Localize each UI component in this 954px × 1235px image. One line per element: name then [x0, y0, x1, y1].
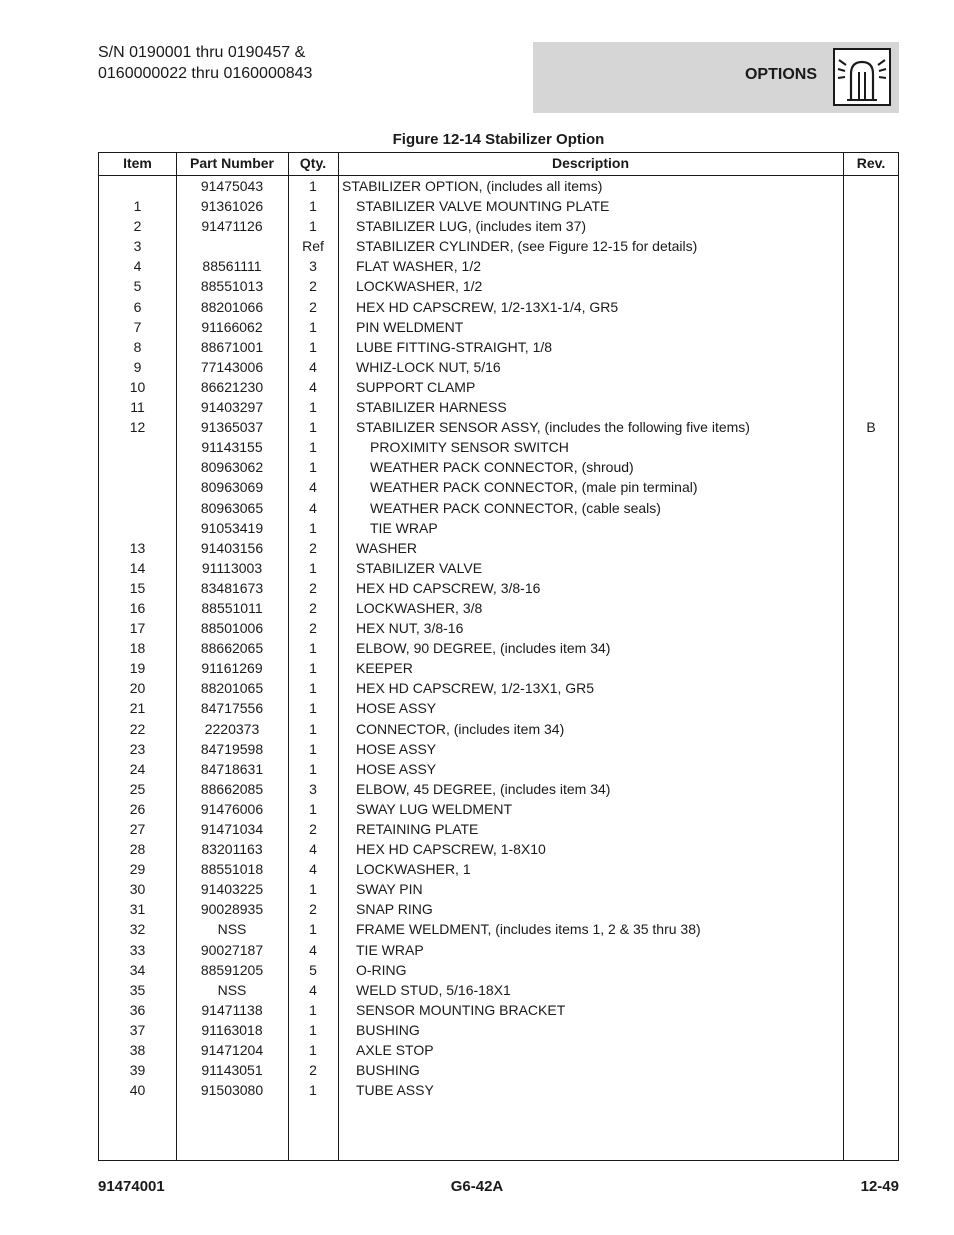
cell-qty: 4 — [309, 378, 317, 395]
cell-qty: 1 — [309, 218, 317, 235]
cell-part-number: 86621230 — [200, 378, 264, 395]
cell-description: STABILIZER SENSOR ASSY, (includes the following five items) — [356, 419, 750, 436]
cell-part-number: 80963065 — [200, 499, 264, 516]
cell-part-number: 91403297 — [200, 399, 264, 416]
cell-item: 31 — [129, 901, 146, 918]
cell-item: 3 — [133, 238, 142, 255]
cell-part-number: 91403156 — [200, 539, 264, 556]
cell-qty: 2 — [309, 1062, 317, 1079]
cell-description: LUBE FITTING-STRAIGHT, 1/8 — [356, 338, 553, 355]
cell-description: WEATHER PACK CONNECTOR, (shroud) — [370, 459, 634, 476]
table-row — [99, 1060, 898, 1080]
serial-number-range — [98, 42, 312, 84]
cell-qty: 2 — [309, 901, 317, 918]
cell-item: 37 — [129, 1021, 146, 1038]
cell-qty: 1 — [309, 178, 317, 194]
cell-description: CONNECTOR, (includes item 34) — [356, 720, 565, 737]
table-row — [99, 719, 898, 739]
cell-description: HOSE ASSY — [356, 700, 437, 717]
cell-part-number: 91163018 — [201, 1021, 263, 1038]
cell-description: LOCKWASHER, 3/8 — [356, 599, 483, 616]
table-row — [99, 578, 898, 598]
cell-item: 19 — [129, 660, 146, 677]
cell-part-number: 91503080 — [200, 1082, 264, 1099]
cell-description: BUSHING — [356, 1021, 420, 1038]
table-row — [99, 879, 898, 899]
table-row — [99, 1040, 898, 1060]
cell-item: 13 — [129, 539, 146, 556]
table-row — [99, 678, 898, 698]
cell-qty: 2 — [309, 599, 317, 616]
cell-qty: 3 — [309, 258, 317, 275]
table-row — [99, 337, 898, 357]
cell-part-number: 91053419 — [200, 519, 264, 536]
cell-qty: 1 — [309, 1042, 317, 1059]
cell-part-number: 90028935 — [200, 901, 264, 918]
cell-qty: 1 — [309, 760, 317, 777]
cell-item: 16 — [129, 599, 146, 616]
table-row — [99, 960, 898, 980]
cell-description: HEX NUT, 3/8-16 — [356, 620, 464, 637]
table-row — [99, 377, 898, 397]
cell-item: 34 — [129, 961, 146, 978]
cell-description: STABILIZER VALVE MOUNTING PLATE — [356, 198, 610, 215]
cell-qty: 5 — [309, 961, 317, 978]
table-row — [99, 558, 898, 578]
cell-item: 1 — [133, 198, 142, 215]
table-row — [99, 397, 898, 417]
table-row — [99, 1020, 898, 1040]
header-part-number: Part Number — [189, 155, 275, 171]
cell-part-number: 91161269 — [201, 660, 263, 677]
cell-part-number: 88201065 — [200, 680, 264, 697]
cell-qty: 1 — [309, 519, 317, 536]
cell-item: 6 — [133, 298, 142, 315]
cell-description: HEX HD CAPSCREW, 3/8-16 — [356, 579, 541, 596]
cell-item: 24 — [129, 760, 146, 777]
cell-part-number: 88662085 — [200, 780, 264, 797]
table-row — [99, 658, 898, 678]
cell-description: WHIZ-LOCK NUT, 5/16 — [356, 358, 501, 375]
cell-item: 20 — [129, 680, 146, 697]
cell-item: 17 — [129, 620, 146, 637]
table-row — [99, 638, 898, 658]
cell-description: WEATHER PACK CONNECTOR, (cable seals) — [370, 499, 661, 516]
table-row — [99, 417, 898, 437]
cell-description: BUSHING — [356, 1062, 420, 1079]
cell-part-number: 83201163 — [201, 841, 263, 858]
cell-description: STABILIZER CYLINDER, (see Figure 12-15 for details) — [356, 238, 698, 255]
cell-qty: 1 — [309, 1001, 317, 1018]
cell-item: 21 — [129, 700, 146, 717]
cell-item: 36 — [129, 1001, 146, 1018]
cell-item: 23 — [129, 740, 146, 757]
table-row — [99, 618, 898, 638]
cell-part-number: 88551018 — [200, 861, 264, 878]
cell-description: RETAINING PLATE — [356, 821, 479, 837]
cell-qty: 1 — [309, 680, 317, 697]
cell-description: FLAT WASHER, 1/2 — [356, 258, 481, 275]
figure-title: Figure 12-14 Stabilizer Option — [392, 131, 605, 148]
cell-part-number: 84718631 — [200, 760, 264, 777]
cell-item: 14 — [129, 559, 146, 576]
cell-part-number: 84717556 — [200, 700, 264, 717]
cell-description: PIN WELDMENT — [356, 318, 464, 335]
cell-part-number: 88561111 — [202, 258, 262, 275]
cell-qty: 2 — [309, 298, 317, 315]
cell-part-number: 91143051 — [201, 1062, 263, 1079]
cell-part-number: 88591205 — [200, 961, 264, 978]
cell-item: 40 — [129, 1082, 146, 1099]
cell-description: SWAY LUG WELDMENT — [356, 800, 513, 817]
cell-qty: 4 — [309, 499, 317, 516]
cell-qty: 1 — [309, 800, 317, 817]
cell-description: ELBOW, 90 DEGREE, (includes item 34) — [356, 640, 611, 657]
table-body — [99, 176, 898, 1100]
cell-part-number: 91143155 — [201, 439, 263, 456]
cell-item: 33 — [129, 941, 146, 958]
cell-part-number: 80963069 — [200, 479, 264, 496]
footer-page-number: 12-49 — [860, 1178, 899, 1195]
cell-item: 8 — [133, 338, 142, 355]
cell-part-number: 91475043 — [200, 178, 264, 194]
cell-part-number: 91471204 — [200, 1042, 264, 1059]
cell-description: FRAME WELDMENT, (includes items 1, 2 & 35 thru 38) — [356, 921, 701, 938]
table-row — [99, 940, 898, 960]
cell-item: 27 — [129, 821, 146, 837]
table-row — [99, 518, 898, 538]
cell-item: 30 — [129, 881, 146, 898]
cell-part-number: 83481673 — [200, 579, 264, 596]
cell-part-number: 91113003 — [201, 559, 263, 576]
cell-part-number: NSS — [217, 981, 247, 998]
cell-part-number: 91403225 — [200, 881, 264, 898]
cell-item: 35 — [129, 981, 146, 998]
cell-qty: 1 — [309, 419, 317, 436]
header-rev: Rev. — [856, 155, 886, 171]
footer-model: G6-42A — [450, 1178, 504, 1195]
table-row — [99, 779, 898, 799]
cell-item: 5 — [133, 278, 142, 295]
serial-line-2: 0160000022 thru 0160000843 — [98, 65, 313, 82]
cell-description: AXLE STOP — [356, 1042, 434, 1059]
cell-part-number: NSS — [217, 921, 247, 938]
cell-part-number: 91471126 — [201, 218, 263, 235]
cell-qty: 1 — [309, 1082, 317, 1099]
table-row — [99, 437, 898, 457]
table-row — [99, 739, 898, 759]
cell-qty: 1 — [309, 318, 317, 335]
cell-description: STABILIZER VALVE — [356, 559, 483, 576]
table-row — [99, 1080, 898, 1100]
table-row — [99, 176, 898, 196]
header-item: Item — [123, 155, 152, 171]
table-row — [99, 457, 898, 477]
cell-description: SNAP RING — [356, 901, 433, 918]
table-row — [99, 1000, 898, 1020]
cell-qty: 1 — [309, 459, 317, 476]
cell-part-number: 88671001 — [200, 338, 264, 355]
cell-item: 9 — [133, 358, 142, 375]
table-row — [99, 819, 898, 839]
table-row — [99, 799, 898, 819]
cell-part-number: 88551011 — [201, 599, 263, 616]
table-header — [99, 153, 898, 176]
cell-description: HEX HD CAPSCREW, 1/2-13X1-1/4, GR5 — [356, 298, 619, 315]
table-row — [99, 276, 898, 296]
cell-qty: 1 — [309, 720, 317, 737]
cell-qty: 4 — [309, 941, 317, 958]
table-row — [99, 256, 898, 276]
cell-description: WASHER — [356, 539, 417, 556]
cell-part-number: 91471034 — [200, 821, 264, 837]
cell-part-number: 88501006 — [200, 620, 264, 637]
cell-qty: 4 — [309, 861, 317, 878]
cell-item: 10 — [129, 378, 146, 395]
table-row — [99, 196, 898, 216]
cell-part-number: 91166062 — [201, 318, 263, 335]
cell-item: 25 — [129, 780, 146, 797]
cell-description: STABILIZER HARNESS — [356, 399, 507, 416]
cell-qty: 1 — [309, 338, 317, 355]
table-row — [99, 498, 898, 518]
cell-qty: 2 — [309, 278, 317, 295]
table-row — [99, 598, 898, 618]
cell-qty: 1 — [309, 660, 317, 677]
table-row — [99, 839, 898, 859]
cell-qty: 1 — [309, 439, 317, 456]
cell-description: HEX HD CAPSCREW, 1/2-13X1, GR5 — [356, 680, 595, 697]
cell-description: HEX HD CAPSCREW, 1-8X10 — [356, 841, 546, 858]
cell-description: ELBOW, 45 DEGREE, (includes item 34) — [356, 780, 611, 797]
cell-item: 28 — [129, 841, 146, 858]
table-row — [99, 216, 898, 236]
cell-description: PROXIMITY SENSOR SWITCH — [370, 439, 569, 456]
cell-qty: 4 — [309, 479, 317, 496]
cell-part-number: 84719598 — [200, 740, 264, 757]
cell-part-number: 2220373 — [204, 720, 260, 737]
cell-qty: 2 — [309, 620, 317, 637]
cell-qty: 1 — [309, 700, 317, 717]
cell-description: STABILIZER OPTION, (includes all items) — [342, 178, 603, 194]
table-row — [99, 317, 898, 337]
cell-qty: 2 — [309, 539, 317, 556]
cell-description: HOSE ASSY — [356, 740, 437, 757]
cell-item: 12 — [129, 419, 146, 436]
cell-part-number: 91365037 — [200, 419, 264, 436]
cell-rev: B — [866, 419, 876, 436]
table-row — [99, 357, 898, 377]
table-row — [99, 899, 898, 919]
table-row — [99, 297, 898, 317]
cell-description: SUPPORT CLAMP — [356, 378, 476, 395]
table-row — [99, 236, 898, 256]
cell-qty: 4 — [309, 841, 317, 858]
table-row — [99, 759, 898, 779]
cell-qty: 4 — [309, 981, 317, 998]
cell-description: SWAY PIN — [356, 881, 423, 898]
cell-qty: 1 — [309, 881, 317, 898]
cell-description: HOSE ASSY — [356, 760, 437, 777]
cell-description: SENSOR MOUNTING BRACKET — [356, 1001, 566, 1018]
cell-description: LOCKWASHER, 1 — [356, 861, 471, 878]
cell-description: WELD STUD, 5/16-18X1 — [356, 981, 511, 998]
cell-part-number: 80963062 — [200, 459, 264, 476]
cell-qty: Ref — [302, 238, 324, 255]
cell-part-number: 77143006 — [200, 358, 264, 375]
cell-description: TIE WRAP — [356, 941, 424, 958]
table-row — [99, 698, 898, 718]
cell-description: KEEPER — [356, 660, 413, 677]
options-gate-icon — [833, 48, 891, 106]
cell-item: 32 — [129, 921, 146, 938]
cell-description: O-RING — [356, 961, 407, 978]
cell-item: 11 — [130, 399, 145, 416]
cell-description: TUBE ASSY — [356, 1082, 434, 1099]
cell-qty: 1 — [309, 399, 317, 416]
header-description: Description — [551, 155, 629, 171]
cell-qty: 4 — [309, 358, 317, 375]
table-row — [99, 538, 898, 558]
cell-qty: 1 — [309, 640, 317, 657]
cell-part-number: 91471138 — [201, 1001, 263, 1018]
section-title: OPTIONS — [744, 66, 817, 83]
section-header — [533, 42, 899, 113]
cell-item: 18 — [129, 640, 146, 657]
cell-part-number: 91361026 — [200, 198, 264, 215]
cell-qty: 2 — [309, 821, 317, 837]
cell-item: 22 — [129, 720, 146, 737]
cell-part-number: 88551013 — [200, 278, 264, 295]
table-row — [99, 919, 898, 939]
cell-item: 7 — [133, 318, 142, 335]
cell-item: 26 — [129, 800, 146, 817]
cell-qty: 2 — [309, 579, 317, 596]
table-row — [99, 477, 898, 497]
cell-description: STABILIZER LUG, (includes item 37) — [356, 218, 587, 235]
cell-qty: 1 — [309, 740, 317, 757]
cell-qty: 1 — [309, 559, 317, 576]
cell-item: 4 — [133, 258, 142, 275]
header-qty: Qty. — [299, 155, 327, 171]
cell-item: 39 — [129, 1062, 146, 1079]
cell-item: 29 — [129, 861, 146, 878]
table-row — [99, 859, 898, 879]
cell-part-number: 91476006 — [200, 800, 264, 817]
cell-description: WEATHER PACK CONNECTOR, (male pin terminal) — [370, 479, 698, 496]
cell-description: TIE WRAP — [370, 519, 438, 536]
cell-item: 15 — [129, 579, 146, 596]
cell-part-number: 88201066 — [200, 298, 264, 315]
cell-qty: 3 — [309, 780, 317, 797]
cell-item: 38 — [129, 1042, 146, 1059]
cell-qty: 1 — [309, 921, 317, 938]
table-row — [99, 980, 898, 1000]
cell-description: LOCKWASHER, 1/2 — [356, 278, 483, 295]
footer-document-number: 91474001 — [98, 1178, 165, 1195]
cell-qty: 1 — [309, 198, 317, 215]
cell-qty: 1 — [309, 1021, 317, 1038]
cell-part-number: 90027187 — [200, 941, 264, 958]
cell-part-number: 88662065 — [200, 640, 264, 657]
cell-item: 2 — [133, 218, 142, 235]
parts-table — [98, 152, 899, 1161]
serial-line-1: S/N 0190001 thru 0190457 & — [98, 44, 306, 61]
